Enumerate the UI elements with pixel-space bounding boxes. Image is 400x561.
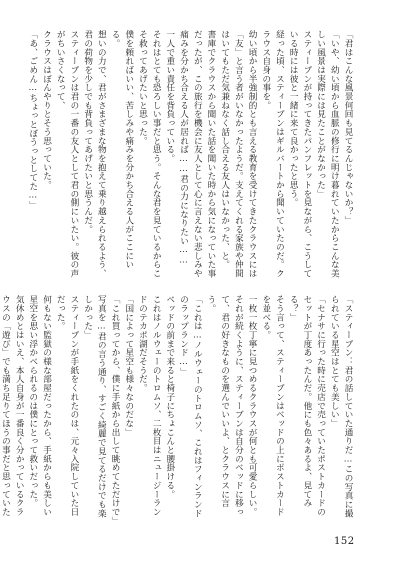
- text-line: 「いや、幼い頃から血脈の修行に明け暮れていたからこんな美しい風景は実際には見たことがなかった」: [315, 30, 340, 278]
- text-line: スティーブンが手紙をくれたのは、元々入院していた日だった。: [55, 295, 79, 517]
- text-line: 一人で重い責任を背負っている。: [164, 30, 175, 163]
- text-line: 「これ買ってから、僕に手紙から出して眺めてただけで」: [110, 295, 121, 526]
- text-line: 写真を…君の言う通り、すごく綺麗で見てるだけでも楽しかった」: [82, 295, 107, 518]
- text-line: 「国によって星空も様々なのだな」: [123, 295, 134, 437]
- text-block-top: [27, 30, 354, 283]
- page-number: 152: [334, 536, 355, 547]
- text-line: 君の荷物を少しでも背負ってあげたいと思うんだ。: [82, 30, 93, 234]
- text-block-bottom: [0, 295, 354, 526]
- text-line: 「セナサに行った時に売店で売っていたポストカードのセットが丁度あったんだ。他にも色々あるよ、見てみる？」: [288, 295, 326, 517]
- text-line: 気休めとはいえ、本人自身が一番良く分かっているクラウスの「遊び」でも満ち足りてほうの事だと思っていた: [0, 295, 25, 517]
- text-line: クラウスはぼんやりとそう思っていた。: [41, 30, 52, 190]
- text-line: そう言って、スティーブンはベッドの上にポストカードを並べる。: [260, 295, 285, 517]
- text-line: 「君はこんな風景何回も見てるんじゃないか？」: [343, 30, 353, 225]
- text-line: 「スティーブン：君の話していた通りだ…この写真に撮られている星空はとても美しい」: [329, 295, 353, 518]
- text-line: 幼い頃から半強制的とも言える教育を受けてきたクラウスには「友」と言う者がいなかったようだ。支えてくれる家族や仲間はいてもただ気兼ねなく話し合える友人はいなかった、と。: [219, 30, 258, 278]
- text-line: 一枚一枚丁寧に見つめるクラウスが何とも可愛らしい。: [247, 295, 258, 517]
- text-line: ベッドの前まで来ると椅子にちょこんと腰掛ける。: [164, 295, 175, 499]
- text-line: スティーブンが持ってきたパンフレットを見ながら、こうしている時には彼と一緒に来て良かったと思う。: [288, 30, 312, 278]
- text-line: 「これは…ノルウェーのトロムソ、これはフィンランドのラップランド…」: [178, 295, 203, 518]
- text-line: 経った頃、スティーブンはギルバートから聞いていたのだ。クラウス自身の事を。: [260, 30, 285, 278]
- text-line: 想いの力で、君がさまざまな物を抱えて乗り越えられるよう、: [96, 30, 107, 278]
- text-line: 僕を頼ればいい、苦しみや痛みを分かち合える人がここにいる。: [110, 30, 134, 269]
- text-line: 何もない監獄の様な部屋だったから、手紙からも美しい星空を思い浮かべられるのは僕にとって救いだった。: [27, 295, 52, 517]
- text-line: これはノルウェーのトロムソ、二枚目はニュージーランドのテカポ湖だそうだ。: [137, 295, 162, 517]
- text-line: スティーブンは君の一番の友人として君の側にいたい。彼の声がちいさくなって、: [55, 30, 79, 278]
- text-line: 書庫でクラウスから聞いた話を聞いた時から気になっていた事だったが、この旅行を機会に友人として心に言えない悲しみや痛みを分かち合える人が居れば……君の力になりたい……: [178, 30, 216, 278]
- text-line: 「あ、ごめん…ちょっとぼうっとしてた…」: [27, 30, 38, 210]
- text-line: それが続くように、スティーブンは自分のベッドに移って、君の好きなものを選んでいいよ、とクラウスに言う。: [205, 295, 244, 517]
- text-line: それはとても恐ろしい事だと思う。そんな君を見ているからこそ救ってあげたいと思った。: [137, 30, 162, 278]
